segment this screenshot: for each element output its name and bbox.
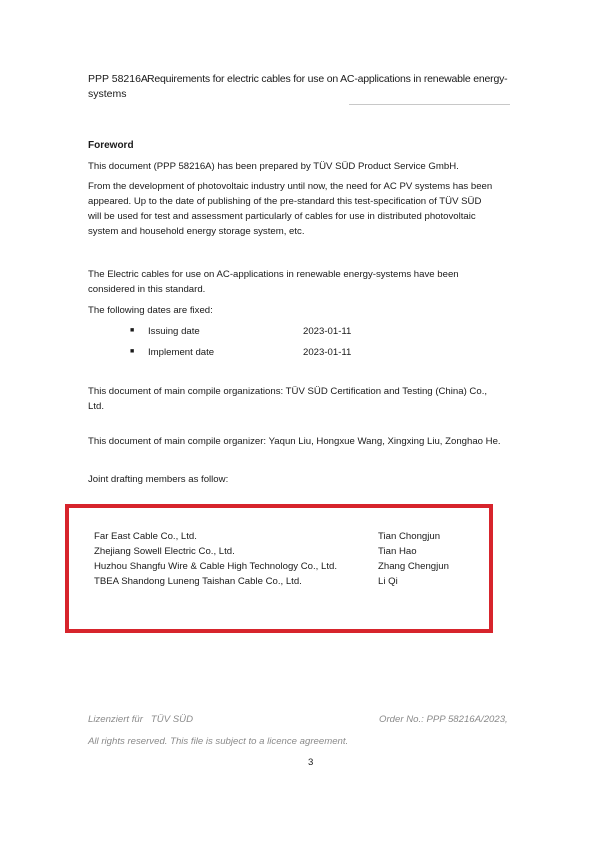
document-title-continued: systems	[88, 88, 127, 100]
member-company: Zhejiang Sowell Electric Co., Ltd.	[94, 546, 235, 557]
foreword-paragraph-3-line-1: The Electric cables for use on AC-applications in renewable energy-systems have been	[88, 269, 459, 280]
foreword-paragraph-5-line-1: This document of main compile organizations: TÜV SÜD Certification and Testing (China) Co.,	[88, 386, 488, 397]
date-value: 2023-01-11	[303, 347, 352, 358]
bullet-icon: ■	[130, 348, 135, 355]
document-code: PPP 58216A	[88, 73, 148, 85]
foreword-paragraph-6: This document of main compile organizer: Yaqun Liu, Hongxue Wang, Xingxing Liu, Zonghao He.	[88, 436, 501, 447]
order-number: Order No.: PPP 58216A/2023,	[379, 714, 508, 725]
foreword-paragraph-4: The following dates are fixed:	[88, 305, 213, 316]
member-person: Tian Chongjun	[378, 531, 441, 542]
foreword-paragraph-2-line-4: system and household energy storage system, etc.	[88, 226, 305, 237]
member-company: Huzhou Shangfu Wire & Cable High Technology Co., Ltd.	[94, 561, 338, 572]
member-company: TBEA Shandong Luneng Taishan Cable Co., Ltd.	[94, 576, 302, 587]
bullet-icon: ■	[130, 327, 135, 334]
date-label: Issuing date	[148, 326, 200, 337]
foreword-paragraph-2-line-1: From the development of photovoltaic industry until now, the need for AC PV systems has been	[88, 181, 493, 192]
member-person: Li Qi	[378, 576, 398, 587]
page-number: 3	[308, 757, 314, 768]
member-person: Tian Hao	[378, 546, 417, 557]
header-rule	[349, 104, 510, 105]
foreword-paragraph-1: This document (PPP 58216A) has been prepared by TÜV SÜD Product Service GmbH.	[88, 161, 459, 172]
rights-note: All rights reserved. This file is subject to a licence agreement.	[88, 736, 349, 747]
foreword-paragraph-5-line-2: Ltd.	[88, 401, 105, 412]
license-note: Lizenziert für TÜV SÜD	[88, 714, 194, 725]
document-title: Requirements for electric cables for use on AC-applications in renewable energy-	[147, 73, 508, 85]
date-label: Implement date	[148, 347, 215, 358]
foreword-paragraph-2-line-3: will be used for test and assessment particularly of cables for use in distributed photovoltaic	[88, 211, 476, 222]
date-value: 2023-01-11	[303, 326, 352, 337]
foreword-heading: Foreword	[88, 140, 134, 151]
foreword-paragraph-2-line-2: appeared. Up to the date of publishing of the pre-standard this test-specification of TÜV SÜD	[88, 196, 482, 207]
foreword-paragraph-3-line-2: considered in this standard.	[88, 284, 206, 295]
member-person: Zhang Chengjun	[378, 561, 449, 572]
member-company: Far East Cable Co., Ltd.	[94, 531, 197, 542]
foreword-paragraph-7: Joint drafting members as follow:	[88, 474, 229, 485]
